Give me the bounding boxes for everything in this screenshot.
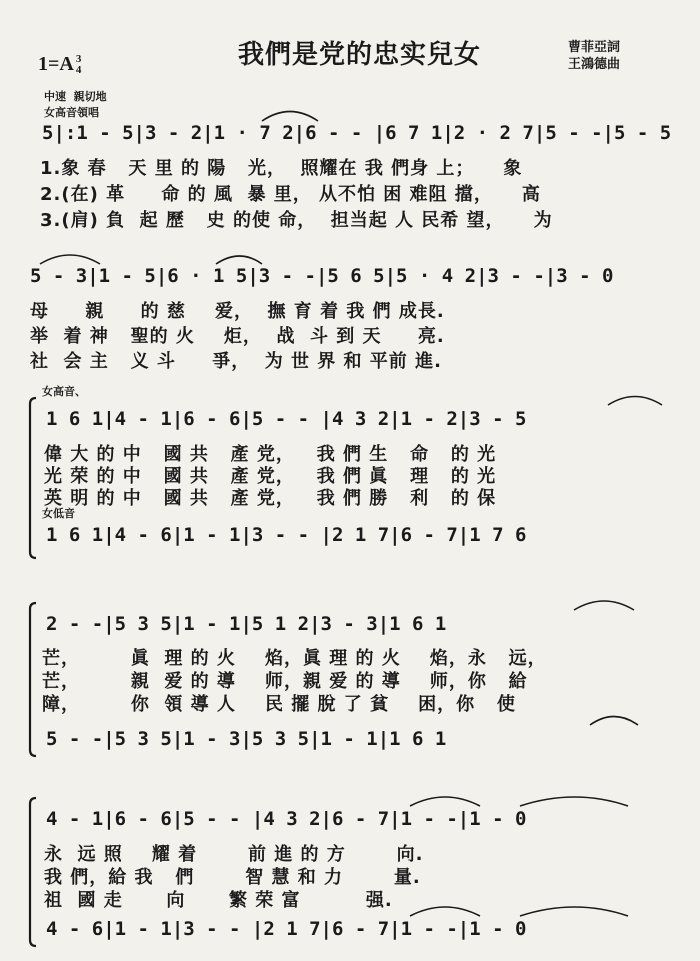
system-bracket [30,603,36,756]
slur [590,717,638,726]
soprano-part-label: 女高音、 [42,385,86,398]
slur [410,907,480,916]
lyric-verse-2: 2.(在) 革 命 的 風 暴 里， 从不怕 困 难阻 擋， 高 [40,184,541,205]
lyric-verse-3: 3.(肩) 負 起 歷 史 的使 命， 担当起 人 民希 望， 为 [40,210,553,231]
lyric-verse-2: 我 們，給 我 們 智 慧 和 力 量. [44,867,421,888]
alto-notes-line: 5 - -|5 3 5|1 - 3|5 3 5|1 - 1|1 6 1 [46,728,447,750]
lyric-verse-3: 社 会 主 义 斗 爭， 为 世 界 和 平前 進. [30,351,442,372]
solo-part-label: 女高音領唱 [44,106,99,119]
system-bracket [30,798,36,946]
slur [520,907,628,916]
lyric-verse-3: 祖 國 走 向 繁 荣 富 强. [44,890,393,911]
slur [410,797,480,806]
slur [608,397,662,406]
soprano-notes-line: 4 - 1|6 - 6|5 - - |4 3 2|6 - 7|1 - -|1 - 0 [46,808,527,830]
lyric-verse-2: 光 荣 的 中 國 共 產 党， 我 們 眞 理 的 光 [44,466,497,487]
lyric-verse-1: 芒， 眞 理 的 火 焰，眞 理 的 火 焰，永 远， [42,648,547,669]
composer-credit: 王鴻德曲 [568,57,621,72]
slur [574,601,634,610]
lyricist-credit: 曹菲亞詞 [568,40,621,55]
tempo-marking: 中速 親切地 [44,90,107,103]
lyric-verse-1: 永 远 照 耀 着 前 進 的 方 向. [44,844,424,865]
alto-notes-line: 1 6 1|4 - 6|1 - 1|3 - - |2 1 7|6 - 7|1 7 6 [46,524,527,546]
lyric-verse-2: 芒， 親 爱 的 導 师，親 爱 的 導 师，你 給 [42,671,528,692]
slur [216,256,262,264]
lyric-verse-1: 偉 大 的 中 國 共 產 党， 我 們 生 命 的 光 [44,444,497,465]
slur [520,797,628,806]
lyric-verse-3: 障， 你 領 導 人 民 擺 脫 了 貧 困，你 使 [42,694,516,715]
alto-part-label: 女低音 [42,507,75,520]
soprano-notes-line: 1 6 1|4 - 1|6 - 6|5 - - |4 3 2|1 - 2|3 - 5 [46,408,527,430]
time-signature-top: 3 [75,53,82,66]
lyric-verse-1: 1.象 春 天 里 的 陽 光， 照耀在 我 們身 上； 象 [40,158,523,179]
slur [262,112,318,122]
system-bracket [30,398,36,558]
soprano-notes-line: 2 - -|5 3 5|1 - 1|5 1 2|3 - 3|1 6 1 [46,613,447,635]
notes-line: 5|:1 - 5|3 - 2|1 · 7 2|6 - - |6 7 1|2 · 2 7|5 - -|5 - 5 [42,122,672,144]
lyric-verse-1: 母 親 的 慈 爱， 撫 育 着 我 們 成長. [30,301,445,322]
time-signature-bottom: 4 [75,64,82,77]
lyric-verse-3: 英 明 的 中 國 共 產 党， 我 們 勝 利 的 保 [44,488,497,509]
lyric-verse-2: 举 着 神 聖的 火 炬， 战 斗 到 天 亮. [30,326,445,347]
key-label: 1=A [38,53,74,75]
slur [40,255,100,264]
song-title: 我們是党的忠实兒女 [238,40,482,70]
notes-line: 5 - 3|1 - 5|6 · 1 5|3 - -|5 6 5|5 · 4 2|3 - -|3 - 0 [30,265,614,287]
alto-notes-line: 4 - 6|1 - 1|3 - - |2 1 7|6 - 7|1 - -|1 - 0 [46,918,527,940]
